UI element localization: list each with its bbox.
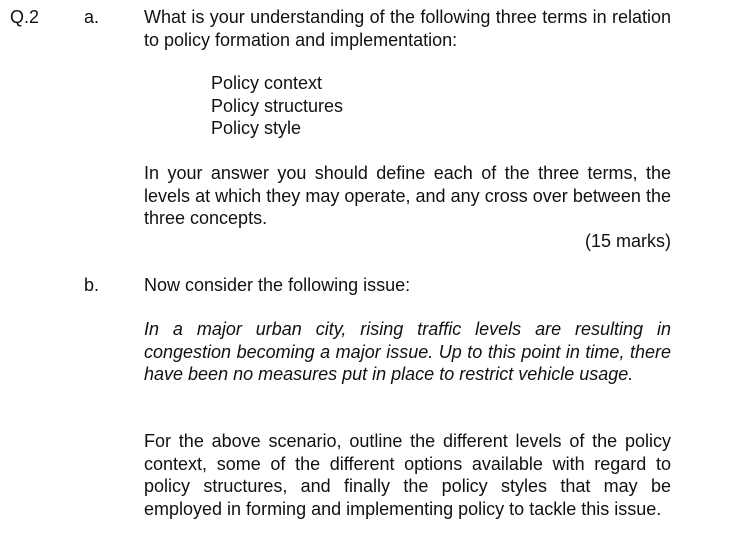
scenario-text: In a major urban city, rising traffic levels are resulting in congestion becoming a major issue. Up to this point in time, there have been no measures put in place to restrict vehicle usage. xyxy=(144,319,671,384)
marks-label: (15 marks) xyxy=(584,231,671,251)
part-a-label: a. xyxy=(84,7,100,27)
part-a-instruction: In your answer you should define each of the three terms, the levels at which they may operate, and any cross over between the three concepts. xyxy=(144,163,671,228)
part-b-intro: Now consider the following issue: xyxy=(144,275,411,295)
part-b-label: b. xyxy=(84,275,100,295)
terms-list xyxy=(211,72,343,140)
term-item: Policy style xyxy=(211,118,302,138)
part-b-task: For the above scenario, outline the different levels of the policy context, some of the different options available with regard to policy structures, and finally the policy styles that may be employed in forming and implementing policy to tackle this issue. xyxy=(144,431,671,519)
question-number: Q.2 xyxy=(10,7,40,27)
part-a-intro: What is your understanding of the following three terms in relation to policy formation and implementation: xyxy=(144,7,671,50)
term-item: Policy structures xyxy=(211,95,344,116)
term-item: Policy context xyxy=(211,73,323,93)
